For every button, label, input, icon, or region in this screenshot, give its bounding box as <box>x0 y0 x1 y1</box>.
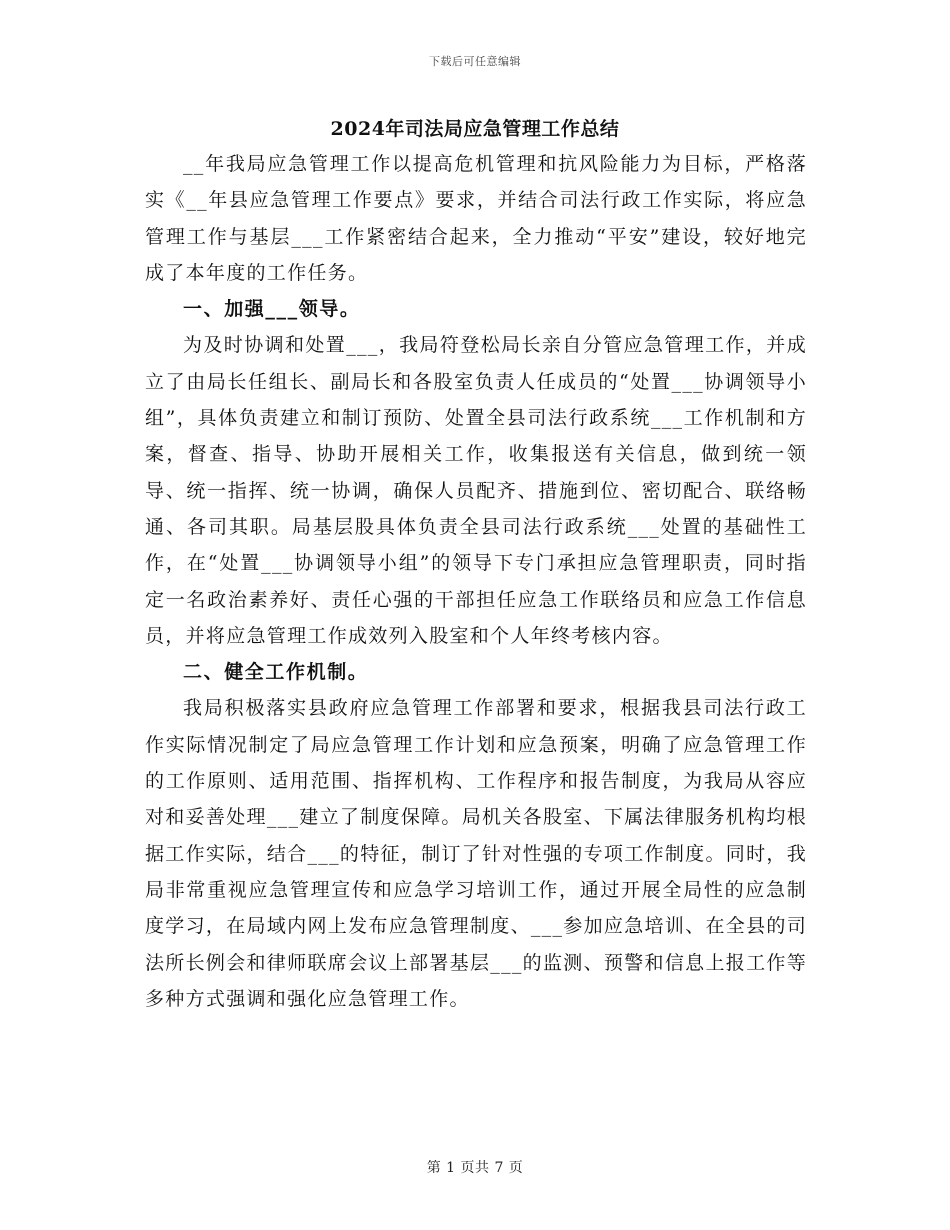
paragraph-intro: __年我局应急管理工作以提高危机管理和抗风险能力为目标，严格落实《__年县应急管理工作要点》要求，并结合司法行政工作实际，将应急管理工作与基层___工作紧密结合起来，全力推动“平安”建设，较好地完成了本年度的工作任务。 <box>145 153 807 284</box>
page-number: 第 1 页共 7 页 <box>426 1160 524 1176</box>
page-header-note: 下载后可任意编辑 <box>429 55 521 68</box>
paragraph-section-1: 为及时协调和处置___，我局符登松局长亲自分管应急管理工作，并成立了由局长任组长、副局长和各股室负责人任成员的“处置___协调领导小组”，具体负责建立和制订预防、处置全县司法行政系统___工作机制和方案，督查、指导、协助开展相关工作，收集报送有关信息，做到统一领导、统一指挥、统一协调，确保人员配齐、措施到位、密切配合、联络畅通、各司其职。局基层股具体负责全县司法行政系统___处置的基础性工作，在“处置___协调领导小组”的领导下专门承担应急管理职责，同时指定一名政治素养好、责任心强的干部担任应急工作联络员和应急工作信息员，并将应急管理工作成效列入股室和个人年终考核内容。 <box>145 334 807 647</box>
section-heading-1: 一、加强___领导。 <box>183 298 361 321</box>
document-title: 2024年司法局应急管理工作总结 <box>330 118 620 140</box>
paragraph-section-2: 我局积极落实县政府应急管理工作部署和要求，根据我县司法行政工作实际情况制定了局应急管理工作计划和应急预案，明确了应急管理工作的工作原则、适用范围、指挥机构、工作程序和报告制度，为我局从容应对和妥善处理___建立了制度保障。局机关各股室、下属法律服务机构均根据工作实际，结合___的特征，制订了针对性强的专项工作制度。同时，我局非常重视应急管理宣传和应急学习培训工作，通过开展全局性的应急制度学习，在局域内网上发布应急管理制度、___参加应急培训、在全县的司法所长例会和律师联席会议上部署基层___的监测、预警和信息上报工作等多种方式强调和强化应急管理工作。 <box>145 697 807 1010</box>
section-heading-2: 二、健全工作机制。 <box>183 661 369 684</box>
document-body <box>145 146 807 1017</box>
